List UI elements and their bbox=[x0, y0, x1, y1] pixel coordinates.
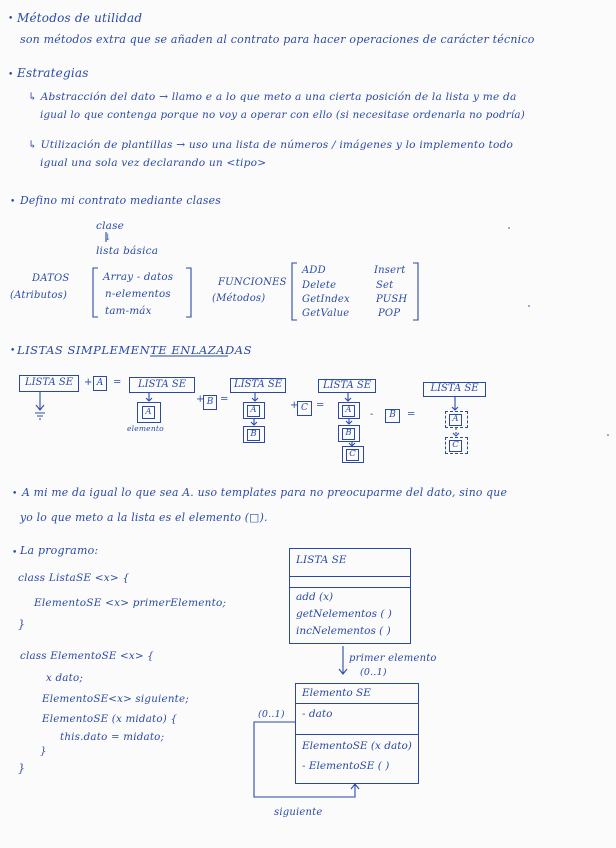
func-col1-0: ADD bbox=[302, 265, 326, 276]
heading-utility-methods: Métodos de utilidad bbox=[17, 11, 143, 25]
uml-method-4: - ElementoSE ( ) bbox=[302, 760, 390, 772]
node-b-inner: B bbox=[247, 429, 260, 441]
func-col2-3: POP bbox=[378, 308, 401, 319]
lista-se-box-4: LISTA SE bbox=[318, 379, 376, 393]
plus-sign: + bbox=[84, 377, 93, 388]
uml-elemento-se-title: Elemento SE bbox=[302, 687, 371, 699]
atributos-label: (Atributos) bbox=[10, 290, 68, 301]
plus-sign-3: + bbox=[290, 400, 299, 411]
node-c-inner: C bbox=[346, 449, 359, 461]
bullet: • bbox=[8, 70, 14, 80]
datos-item-2: tam-máx bbox=[105, 305, 152, 317]
strategy-1-line-2: igual lo que contenga porque no voy a operar con ello (si necesitase ordenarla no podría) bbox=[40, 109, 525, 121]
uml-method-0: add (x) bbox=[296, 591, 334, 603]
element-b-remove: B bbox=[385, 409, 400, 423]
node-a-inner: A bbox=[142, 406, 155, 419]
elemento-label: elemento bbox=[127, 424, 164, 433]
bullet: • bbox=[8, 14, 14, 24]
func-col2-0: Insert bbox=[374, 265, 406, 276]
datos-label: DATOS bbox=[32, 273, 70, 284]
element-a-box: A bbox=[93, 376, 107, 391]
strategy-1-line-1: ↳ Abstracción del dato → llamo e a lo que meto a una cierta posición de la lista y me da bbox=[28, 91, 517, 103]
node-c2-inner: C bbox=[449, 440, 462, 452]
bullet: • bbox=[10, 197, 16, 207]
func-col1-3: GetValue bbox=[302, 308, 350, 319]
element-c-box: C bbox=[297, 401, 312, 416]
equals-sign: = bbox=[113, 377, 122, 388]
heading-strategies: Estrategias bbox=[17, 66, 89, 80]
node-b2-inner: B bbox=[342, 428, 355, 440]
bullet: • bbox=[12, 489, 18, 499]
equals-sign-3: = bbox=[316, 400, 325, 411]
equals-sign-4: = bbox=[407, 409, 416, 420]
heading-contract-classes: Defino mi contrato mediante clases bbox=[20, 194, 221, 207]
heading-programming: La programo: bbox=[20, 544, 99, 557]
func-col2-2: PUSH bbox=[376, 294, 408, 305]
lista-se-box-3: LISTA SE bbox=[230, 378, 286, 393]
clase-label: clase bbox=[96, 220, 125, 232]
uml-method-1: getNelementos ( ) bbox=[296, 608, 392, 620]
code-line-8: } bbox=[40, 745, 47, 757]
code-line-7: this.dato = midato; bbox=[60, 731, 165, 743]
heading-linked-lists: LISTAS SIMPLEMENTE ENLAZADAS bbox=[17, 343, 252, 357]
template-note-line-2: yo lo que meto a la lista es el elemento (□). bbox=[20, 511, 268, 524]
func-col1-1: Delete bbox=[302, 280, 337, 291]
lista-se-box-1: LISTA SE bbox=[19, 375, 79, 392]
uml-attr-0: - dato bbox=[302, 708, 333, 720]
code-line-1: ElementoSE <x> primerElemento; bbox=[34, 597, 227, 609]
uml-method-2: incNelementos ( ) bbox=[296, 625, 391, 637]
lista-basica-label: lista básica bbox=[96, 245, 159, 257]
code-line-3: class ElementoSE <x> { bbox=[20, 650, 154, 662]
minus-sign-1: - bbox=[370, 409, 374, 420]
lista-se-box-5: LISTA SE bbox=[423, 382, 486, 397]
node-a3-inner: A bbox=[342, 405, 355, 417]
datos-item-0: Array - datos bbox=[103, 271, 174, 283]
self-multiplicity: (0..1) bbox=[258, 709, 285, 720]
bullet: • bbox=[12, 548, 18, 558]
code-line-4: x dato; bbox=[46, 672, 84, 684]
bullet: • bbox=[10, 346, 16, 356]
func-col2-1: Set bbox=[376, 280, 394, 291]
assoc-multiplicity: (0..1) bbox=[360, 667, 387, 678]
node-a2-inner: A bbox=[247, 405, 260, 417]
down-arrow-icon: ↓ bbox=[104, 233, 112, 243]
utility-methods-description: son métodos extra que se añaden al contrato para hacer operaciones de carácter técnico bbox=[20, 33, 535, 46]
uml-method-3: ElementoSE (x dato) bbox=[302, 740, 412, 752]
code-line-6: ElementoSE (x midato) { bbox=[42, 713, 178, 725]
self-assoc-label: siguiente bbox=[274, 807, 323, 818]
strategy-2-line-1: ↳ Utilización de plantillas → uso una lista de números / imágenes y lo implemento todo bbox=[28, 139, 514, 151]
metodos-label: (Métodos) bbox=[212, 293, 266, 304]
equals-sign-2: = bbox=[220, 394, 229, 405]
template-note-line-1: A mi me da igual lo que sea A. uso templates para no preocuparme del dato, sino que bbox=[22, 486, 508, 499]
assoc-label: primer elemento bbox=[349, 653, 437, 664]
plus-sign-2: + bbox=[196, 394, 205, 405]
funciones-label: FUNCIONES bbox=[218, 277, 287, 288]
code-line-5: ElementoSE<x> siguiente; bbox=[42, 693, 189, 705]
func-col1-2: GetIndex bbox=[302, 294, 350, 305]
code-line-2: } bbox=[18, 618, 26, 631]
code-line-0: class ListaSE <x> { bbox=[18, 572, 130, 584]
uml-lista-se-title: LISTA SE bbox=[296, 554, 347, 566]
element-b-box: B bbox=[203, 395, 217, 410]
lista-se-box-2: LISTA SE bbox=[129, 377, 195, 393]
node-a4-inner: A bbox=[449, 414, 462, 426]
code-line-9: } bbox=[18, 762, 26, 775]
strategy-2-line-2: igual una sola vez declarando un <tipo> bbox=[40, 157, 267, 169]
datos-item-1: n-elementos bbox=[105, 288, 171, 300]
